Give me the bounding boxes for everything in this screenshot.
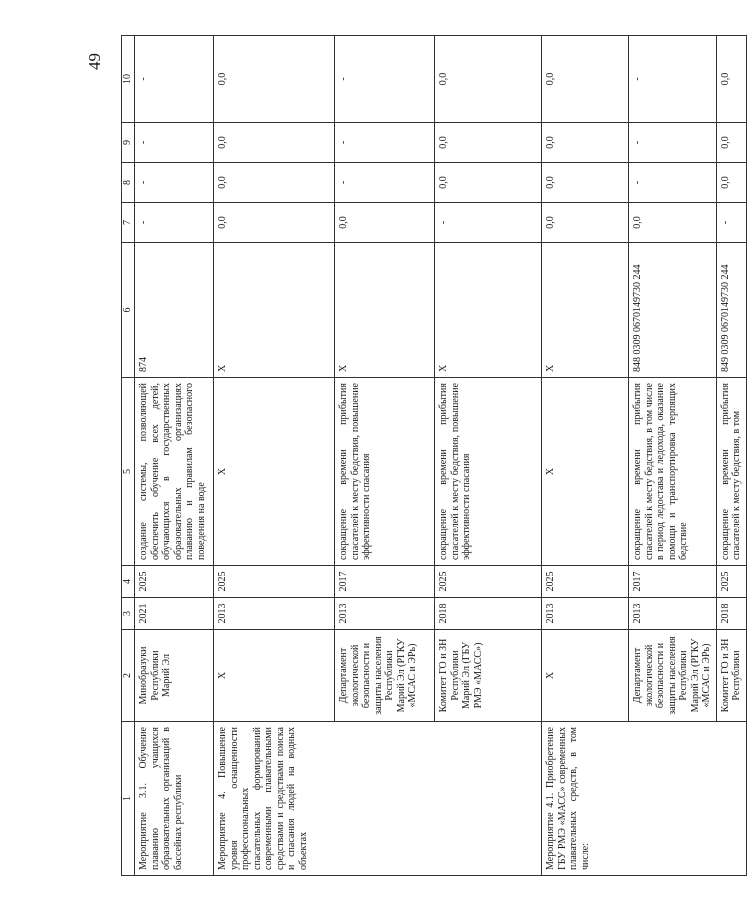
activity-name: Мероприятие 4. Повышение уровня оснащенности профессиональных спасательных формирований современными плавательными средствами и средствами поиска и спасания людей на водных объектах	[214, 722, 542, 876]
start-year: 2018	[435, 598, 542, 630]
executor: Департамент экологической безопасности и защиты населения Республики Марий Эл (РГКУ «МСАС и ЭРь)	[629, 630, 717, 722]
end-year: 2025	[542, 566, 629, 598]
end-year: 2017	[629, 566, 717, 598]
amount: 0,0	[435, 163, 542, 203]
end-year: 2025	[716, 566, 746, 598]
expected-result: X	[214, 378, 335, 566]
activities-table	[121, 35, 747, 876]
amount: 0,0	[629, 203, 717, 243]
budget-code: 849 0309 0670149730 244	[716, 243, 746, 378]
expected-result: сокращение времени прибытия спасателей к месту бедствия, в том	[716, 378, 746, 566]
end-year: 2025	[435, 566, 542, 598]
amount: 0,0	[716, 163, 746, 203]
amount: -	[335, 163, 435, 203]
amount: 0,0	[214, 123, 335, 163]
start-year: 2013	[335, 598, 435, 630]
table-row	[135, 36, 214, 876]
column-number: 3	[122, 598, 135, 630]
amount: 0,0	[435, 36, 542, 123]
amount: 0,0	[716, 123, 746, 163]
budget-code: X	[542, 243, 629, 378]
end-year: 2017	[335, 566, 435, 598]
amount: 0,0	[542, 123, 629, 163]
amount: -	[629, 123, 717, 163]
amount: 0,0	[716, 36, 746, 123]
amount: -	[135, 123, 214, 163]
start-year: 2018	[716, 598, 746, 630]
budget-code: X	[335, 243, 435, 378]
amount: -	[335, 123, 435, 163]
column-number: 2	[122, 630, 135, 722]
amount: -	[435, 203, 542, 243]
budget-code: X	[435, 243, 542, 378]
end-year: 2025	[214, 566, 335, 598]
column-number: 8	[122, 163, 135, 203]
expected-result: создание системы, позволяющей обеспечить обучение всех детей, обучающихся в государственных образовательных организациях плаванию и правилам безопасного поведения на воде	[135, 378, 214, 566]
amount: 0,0	[214, 36, 335, 123]
start-year: 2013	[542, 598, 629, 630]
executor: Минобразуки Республики Марий Эл	[135, 630, 214, 722]
amount: -	[135, 203, 214, 243]
amount: 0,0	[542, 163, 629, 203]
column-number: 4	[122, 566, 135, 598]
expected-result: сокращение времени прибытия спасателей к месту бедствия, повышение эффективности спасания	[335, 378, 435, 566]
activity-name: Мероприятие 3.1. Обучение плаванию учащихся образовательных организаций в бассейнах республики	[135, 722, 214, 876]
rotated-table-container	[121, 36, 742, 876]
column-number: 10	[122, 36, 135, 123]
amount: -	[135, 163, 214, 203]
amount: -	[629, 36, 717, 123]
table-row	[542, 36, 629, 876]
executor: Департамент экологической безопасности и защиты населения Республики Марий Эл (РГКУ «МСАС и ЭРь)	[335, 630, 435, 722]
amount: 0,0	[214, 203, 335, 243]
amount: 0,0	[335, 203, 435, 243]
column-number: 7	[122, 203, 135, 243]
amount: -	[629, 163, 717, 203]
page-number: 49	[85, 53, 104, 70]
expected-result: сокращение времени прибытия спасателей к месту бедствия, в том числе в период ледостава и ледохода, оказание помощи и транспортировка терпящих бедствие	[629, 378, 717, 566]
amount: 0,0	[542, 203, 629, 243]
column-number: 5	[122, 378, 135, 566]
amount: -	[335, 36, 435, 123]
amount: 0,0	[214, 163, 335, 203]
end-year: 2025	[135, 566, 214, 598]
budget-code: X	[214, 243, 335, 378]
start-year: 2021	[135, 598, 214, 630]
column-number: 9	[122, 123, 135, 163]
amount: 0,0	[542, 36, 629, 123]
budget-code: 874	[135, 243, 214, 378]
amount: 0,0	[435, 123, 542, 163]
start-year: 2013	[629, 598, 717, 630]
column-number: 1	[122, 722, 135, 876]
amount: -	[135, 36, 214, 123]
expected-result: X	[542, 378, 629, 566]
executor: Комитет ГО и ЗН Республики	[716, 630, 746, 722]
executor: Комитет ГО и ЗН Республики Марий Эл (ГБУ РМЭ «МАСС»)	[435, 630, 542, 722]
table-header-row	[122, 36, 135, 876]
expected-result: сокращение времени прибытия спасателей к месту бедствия, повышение эффективности спасания	[435, 378, 542, 566]
executor: X	[542, 630, 629, 722]
executor: X	[214, 630, 335, 722]
amount: -	[716, 203, 746, 243]
start-year: 2013	[214, 598, 335, 630]
column-number: 6	[122, 243, 135, 378]
activity-name: Мероприятие 4.1. Приобретение ГБУ РМЭ «МАСС» современных плавательных средств, в том числе:	[542, 722, 747, 876]
budget-code: 848 0309 0670149730 244	[629, 243, 717, 378]
table-row	[214, 36, 335, 876]
